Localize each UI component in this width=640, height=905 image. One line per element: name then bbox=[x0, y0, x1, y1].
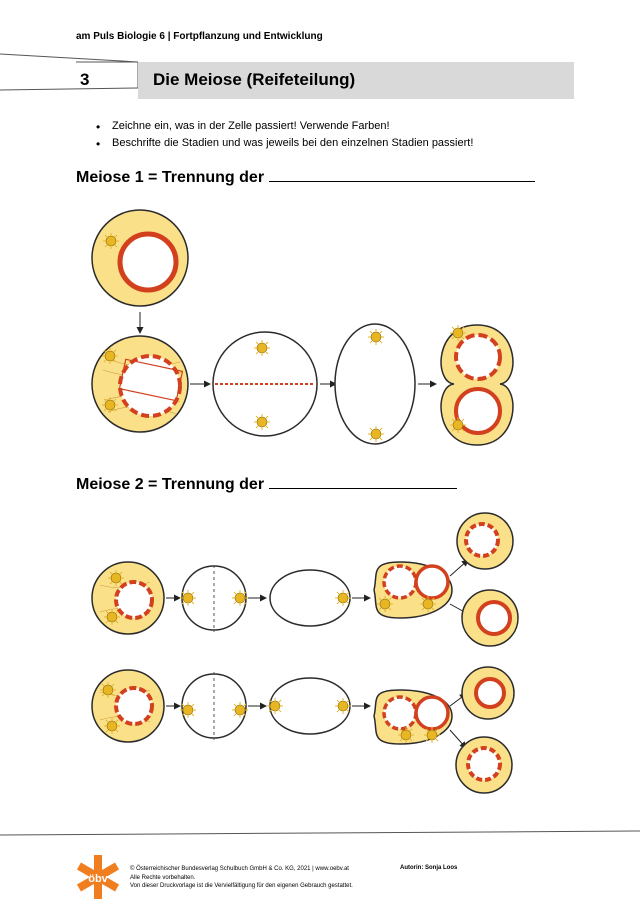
meiose1-interphase-cell bbox=[92, 210, 188, 306]
meiose1-spindle-cell bbox=[213, 332, 317, 436]
header-text: am Puls Biologie 6 | Fortpflanzung und Entwicklung bbox=[76, 31, 323, 42]
logo-text: öbv bbox=[88, 873, 108, 885]
meiose2-row1-daughter-top bbox=[457, 513, 513, 569]
footer-divider bbox=[0, 829, 640, 839]
meiose2-title: Meiose 2 = Trennung der bbox=[76, 476, 265, 493]
meiose2-row2-metaphase bbox=[180, 672, 248, 740]
instruction-item: • Zeichne ein, was in der Zelle passiert! Verwende Farben! bbox=[96, 120, 473, 132]
footer-copyright-block bbox=[130, 865, 353, 891]
meiose2-row2-daughter-bottom bbox=[456, 737, 512, 793]
meiose2-row2-anaphase bbox=[267, 678, 351, 734]
meiose1-elongated-cell bbox=[335, 324, 415, 444]
instruction-item: • Beschrifte die Stadien und was jeweils bei den einzelnen Stadien passiert! bbox=[96, 137, 473, 149]
meiose2-row2-daughter-top bbox=[462, 667, 514, 719]
footer-permission: Von dieser Druckvorlage ist die Vervielfältigung für den eigenen Gebrauch gestattet. bbox=[130, 883, 353, 889]
meiose2-row1-metaphase bbox=[180, 565, 248, 632]
chapter-title: Die Meiose (Reifeteilung) bbox=[153, 70, 356, 89]
meiose2-row1-telophase bbox=[374, 562, 452, 618]
meiose1-daughter-cells bbox=[441, 325, 513, 445]
meiose2-row1-prophase bbox=[92, 562, 164, 634]
chapter-number: 3 bbox=[80, 70, 90, 89]
oebv-logo-icon bbox=[76, 855, 120, 899]
meiose1-prophase-cell bbox=[92, 336, 188, 432]
meiose2-row1-anaphase bbox=[270, 570, 351, 626]
meiose2-row1-daughter-bottom bbox=[462, 590, 518, 646]
footer-author: Autorin: Sonja Loos bbox=[400, 865, 458, 871]
footer-copyright: © Österreichischer Bundesverlag Schulbuch GmbH & Co. KG, 2021 | www.oebv.at bbox=[130, 866, 349, 872]
meiose2-row2-prophase bbox=[92, 670, 164, 742]
meiose1-title: Meiose 1 = Trennung der bbox=[76, 169, 265, 186]
footer-rights: Alle Rechte vorbehalten. bbox=[130, 874, 196, 881]
centriole-icon bbox=[103, 233, 119, 249]
meiose2-row2-telophase bbox=[374, 690, 452, 744]
